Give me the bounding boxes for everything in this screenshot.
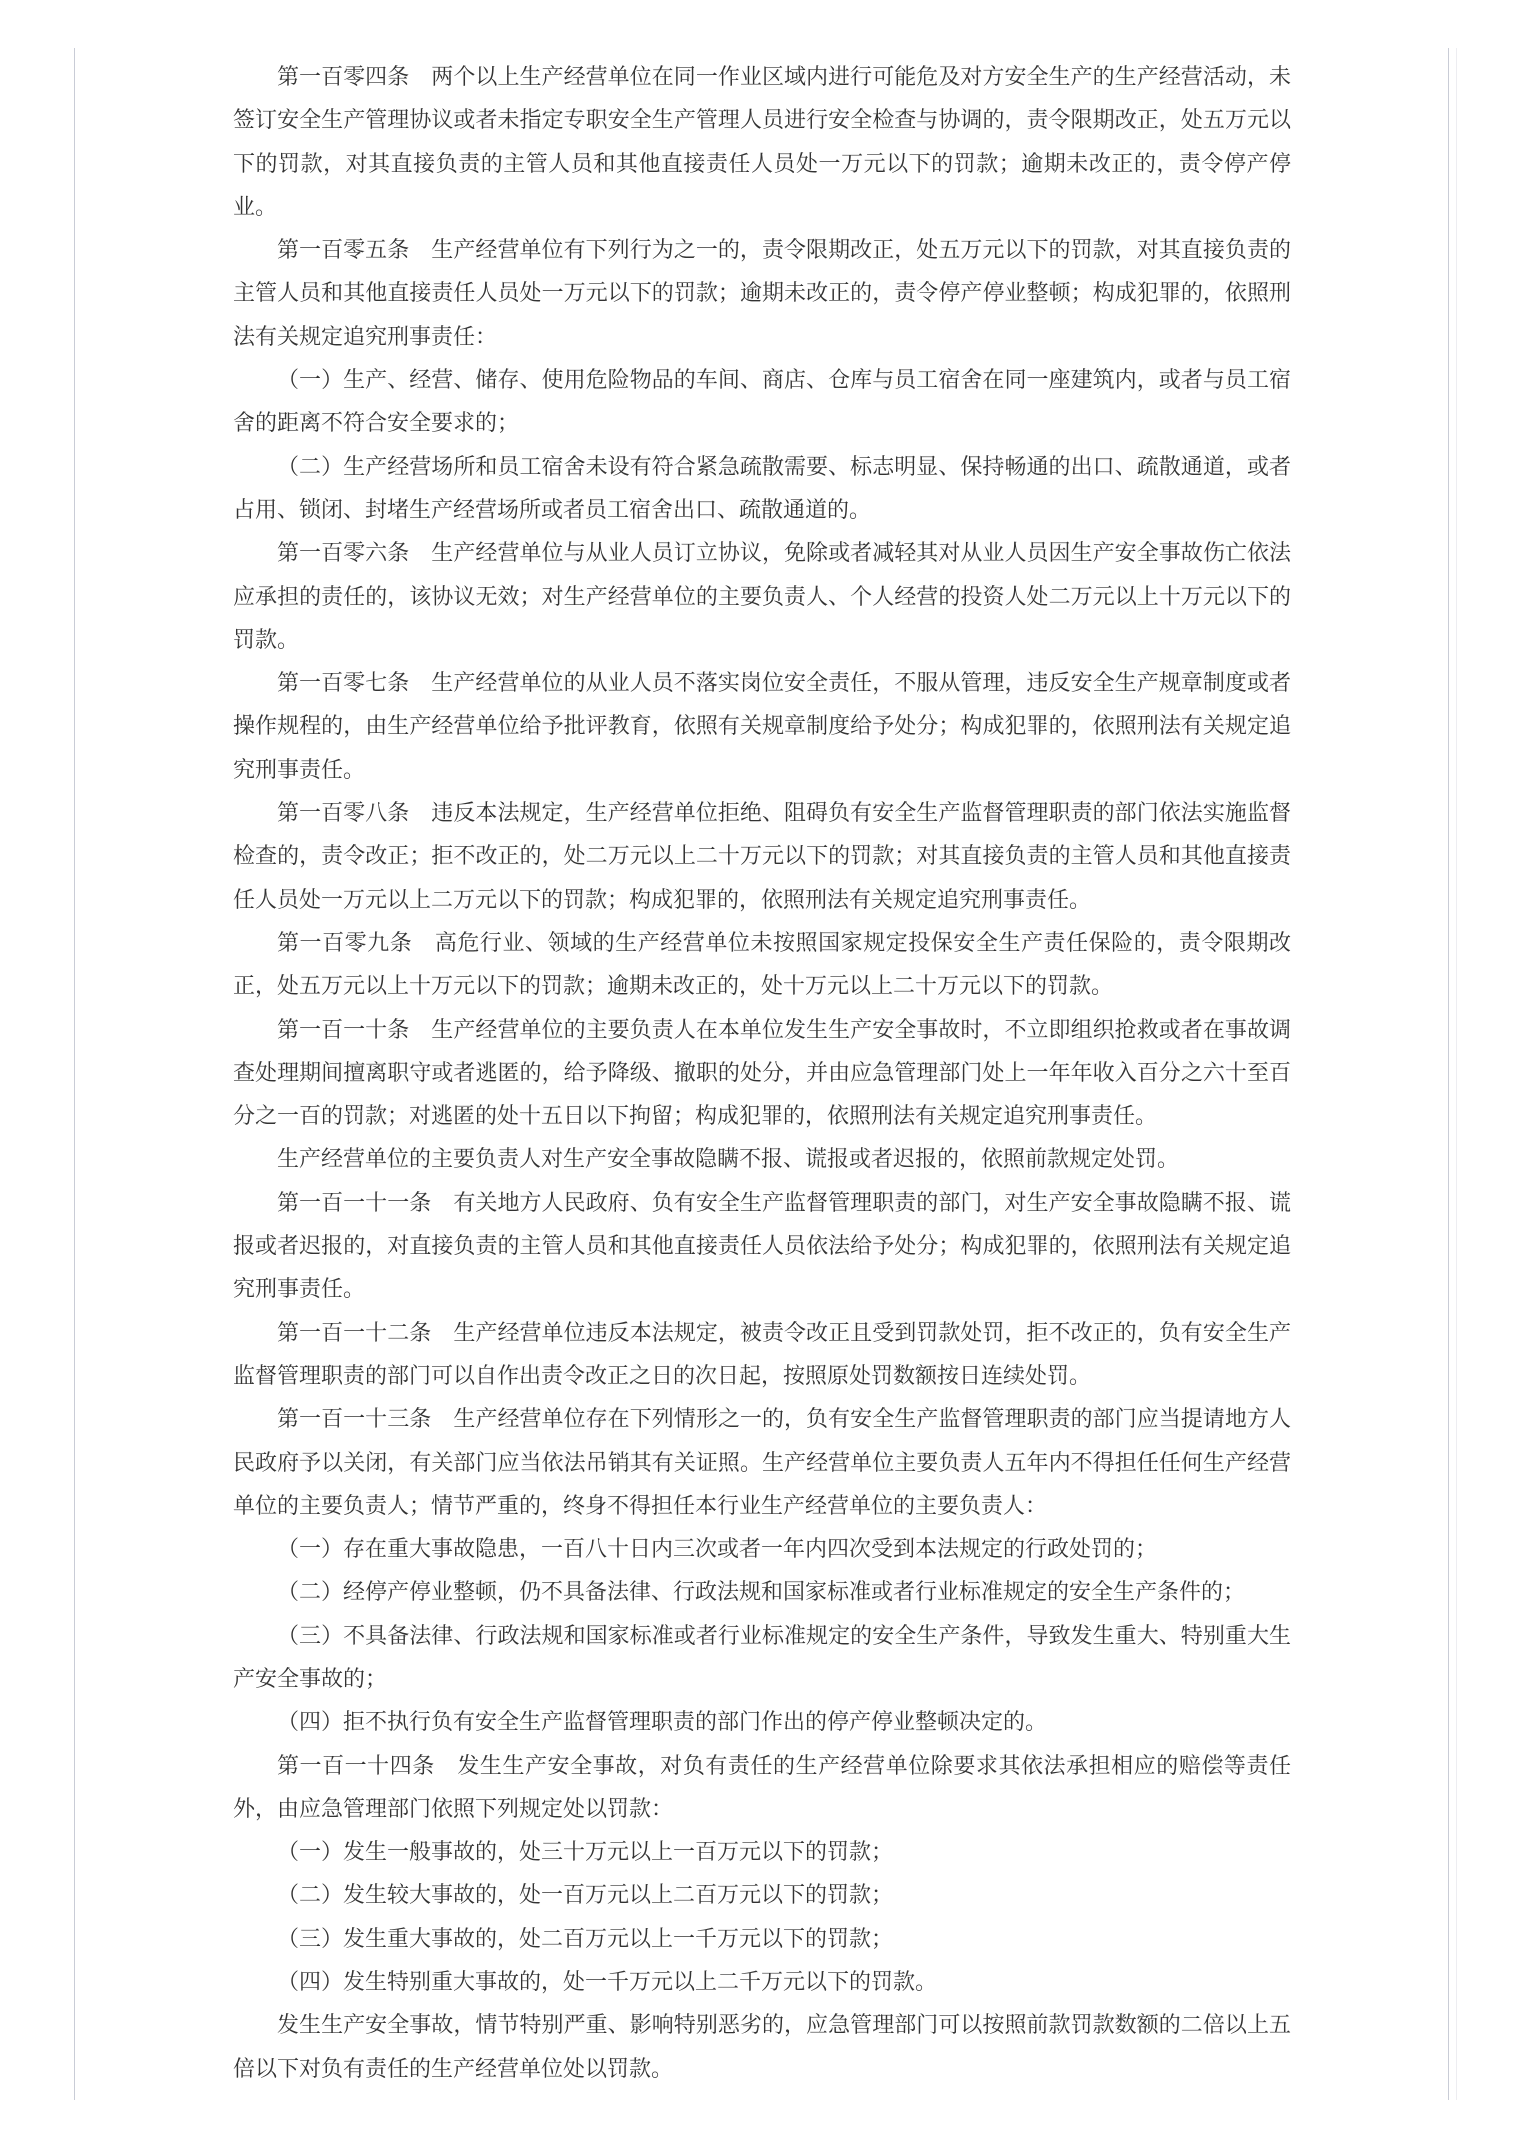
paragraph: 第一百一十二条 生产经营单位违反本法规定，被责令改正且受到罚款处罚，拒不改正的，负有安全生产监督管理职责的部门可以自作出责令改正之日的次日起，按照原处罚数额按日连续处罚。 [233, 1319, 1291, 1388]
paragraph: （一）发生一般事故的，处三十万元以上一百万元以下的罚款； [277, 1839, 894, 1865]
paragraph: 第一百一十条 生产经营单位的主要负责人在本单位发生生产安全事故时，不立即组织抢救或者在事故调查处理期间擅离职守或者逃匿的，给予降级、撤职的处分，并由应急管理部门处上一年年收入百分之六十至百分之一百的罚款；对逃匿的处十五日以下拘留；构成犯罪的，依照刑法有关规定追究刑事责任。 [233, 1016, 1291, 1129]
page-left-border [74, 48, 75, 2100]
paragraph: 第一百零七条 生产经营单位的从业人员不落实岗位安全责任，不服从管理，违反安全生产规章制度或者操作规程的，由生产经营单位给予批评教育，依照有关规章制度给予处分；构成犯罪的，依照刑法有关规定追究刑事责任。 [233, 670, 1291, 782]
paragraph: 第一百零五条 生产经营单位有下列行为之一的，责令限期改正，处五万元以下的罚款，对其直接负责的主管人员和其他直接责任人员处一万元以下的罚款；逾期未改正的，责令停产停业整顿；构成犯罪的，依照刑法有关规定追究刑事责任： [233, 237, 1291, 349]
paragraph: （二）经停产停业整顿，仍不具备法律、行政法规和国家标准或者行业标准规定的安全生产条件的； [277, 1579, 1246, 1605]
page-right-border-shadow [1456, 48, 1457, 2100]
paragraph: 第一百零四条 两个以上生产经营单位在同一作业区域内进行可能危及对方安全生产的生产经营活动，未签订安全生产管理协议或者未指定专职安全生产管理人员进行安全检查与协调的，责令限期改正，处五万元以下的罚款，对其直接负责的主管人员和其他直接责任人员处一万元以下的罚款；逾期未改正的，责令停产停业。 [233, 64, 1291, 219]
paragraph: （一）存在重大事故隐患，一百八十日内三次或者一年内四次受到本法规定的行政处罚的； [277, 1536, 1158, 1562]
paragraph: （三）发生重大事故的，处二百万元以上一千万元以下的罚款； [277, 1925, 894, 1951]
paragraph: 发生生产安全事故，情节特别严重、影响特别恶劣的，应急管理部门可以按照前款罚款数额的二倍以上五倍以下对负有责任的生产经营单位处以罚款。 [233, 2012, 1291, 2081]
paragraph: （二）生产经营场所和员工宿舍未设有符合紧急疏散需要、标志明显、保持畅通的出口、疏散通道，或者占用、锁闭、封堵生产经营场所或者员工宿舍出口、疏散通道的。 [233, 453, 1291, 522]
paragraph: 第一百零六条 生产经营单位与从业人员订立协议，免除或者减轻其对从业人员因生产安全事故伤亡依法应承担的责任的，该协议无效；对生产经营单位的主要负责人、个人经营的投资人处二万元以上十万元以下的罚款。 [233, 540, 1291, 652]
paragraph: 第一百一十一条 有关地方人民政府、负有安全生产监督管理职责的部门，对生产安全事故隐瞒不报、谎报或者迟报的，对直接负责的主管人员和其他直接责任人员依法给予处分；构成犯罪的，依照刑法有关规定追究刑事责任。 [233, 1189, 1291, 1302]
paragraph: （四）拒不执行负有安全生产监督管理职责的部门作出的停产停业整顿决定的。 [277, 1709, 1048, 1735]
paragraph: 第一百零九条 高危行业、领域的生产经营单位未按照国家规定投保安全生产责任保险的，责令限期改正，处五万元以上十万元以下的罚款；逾期未改正的，处十万元以上二十万元以下的罚款。 [233, 929, 1291, 999]
document-page [233, 55, 1291, 2090]
paragraph: （二）发生较大事故的，处一百万元以上二百万元以下的罚款； [277, 1882, 894, 1908]
paragraph: 第一百零八条 违反本法规定，生产经营单位拒绝、阻碍负有安全生产监督管理职责的部门依法实施监督检查的，责令改正；拒不改正的，处二万元以上二十万元以下的罚款；对其直接负责的主管人员和其他直接责任人员处一万元以上二万元以下的罚款；构成犯罪的，依照刑法有关规定追究刑事责任。 [233, 800, 1291, 912]
paragraph: 第一百一十三条 生产经营单位存在下列情形之一的，负有安全生产监督管理职责的部门应当提请地方人民政府予以关闭，有关部门应当依法吊销其有关证照。生产经营单位主要负责人五年内不得担任任何生产经营单位的主要负责人；情节严重的，终身不得担任本行业生产经营单位的主要负责人： [233, 1406, 1291, 1518]
paragraph: 第一百一十四条 发生生产安全事故，对负有责任的生产经营单位除要求其依法承担相应的赔偿等责任外，由应急管理部门依照下列规定处以罚款： [233, 1752, 1291, 1821]
paragraph: （三）不具备法律、行政法规和国家标准或者行业标准规定的安全生产条件，导致发生重大、特别重大生产安全事故的； [233, 1622, 1291, 1691]
paragraph: （四）发生特别重大事故的，处一千万元以上二千万元以下的罚款。 [277, 1969, 938, 1995]
paragraph: 生产经营单位的主要负责人对生产安全事故隐瞒不报、谎报或者迟报的，依照前款规定处罚。 [277, 1146, 1180, 1172]
page-right-border [1448, 48, 1449, 2100]
paragraph: （一）生产、经营、储存、使用危险物品的车间、商店、仓库与员工宿舍在同一座建筑内，或者与员工宿舍的距离不符合安全要求的； [233, 367, 1291, 436]
